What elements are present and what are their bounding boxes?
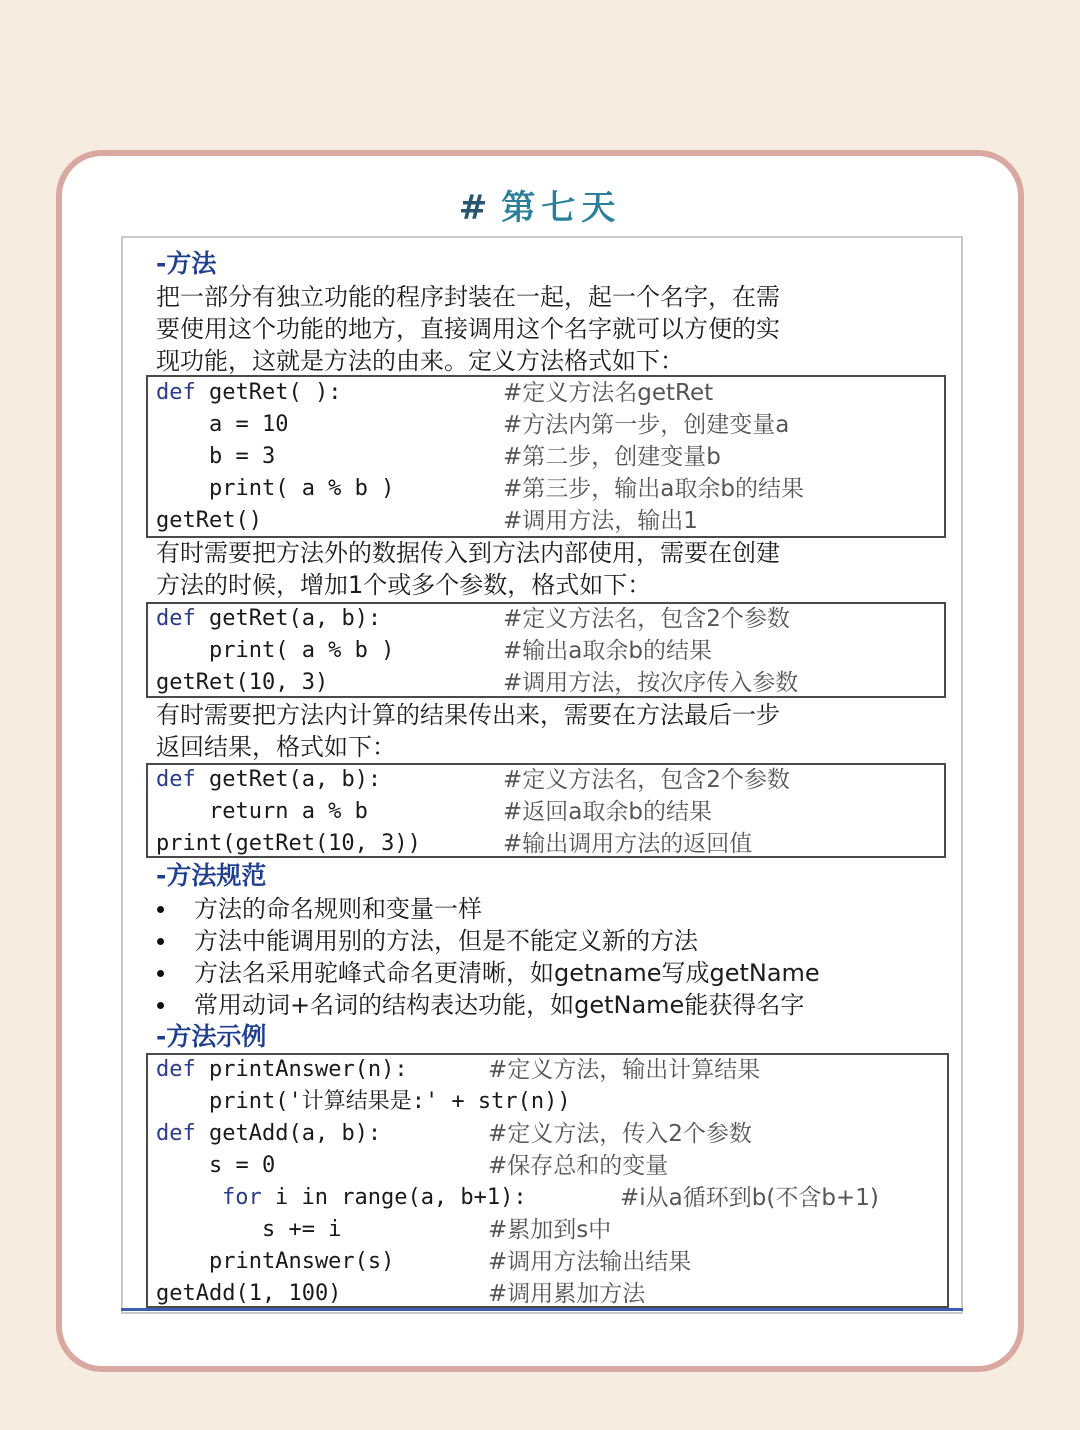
code-text: printAnswer(n): [195, 1057, 408, 1082]
page-title [0, 180, 1080, 229]
title-hash: # [458, 188, 494, 228]
code-line: getAdd(1, 100) [156, 1281, 342, 1306]
code-line: print(getRet(10, 3)) [156, 831, 421, 856]
title-text: 第七天 [501, 188, 622, 228]
code-line: printAnswer(s) [156, 1249, 395, 1274]
code-comment: #第三步，输出a取余b的结果 [503, 476, 804, 502]
code-line: getRet() [156, 508, 262, 533]
code-line: print( a % b ) [156, 476, 395, 501]
code-line: print( a % b ) [156, 638, 395, 663]
code-comment: #定义方法名，包含2个参数 [503, 767, 790, 793]
section-heading-examples: -方法示例 [156, 1022, 267, 1051]
code-text: getRet(a, b): [195, 767, 382, 792]
code-line: return a % b [156, 799, 368, 824]
code-comment: #输出调用方法的返回值 [503, 831, 753, 857]
code-comment: #累加到s中 [488, 1217, 612, 1243]
paragraph-line: 返回结果，格式如下： [156, 733, 396, 761]
code-comment: #保存总和的变量 [488, 1153, 669, 1179]
code-comment: #调用累加方法 [488, 1281, 646, 1307]
code-line: b = 3 [156, 444, 276, 469]
paragraph-line: 有时需要把方法外的数据传入到方法内部使用，需要在创建 [156, 539, 780, 567]
code-comment: #i从a循环到b(不含b+1) [620, 1185, 879, 1211]
code-comment: #定义方法名getRet [503, 380, 714, 406]
code-comment: #定义方法，输出计算结果 [488, 1057, 761, 1083]
code-keyword: def [156, 767, 196, 792]
code-comment: #返回a取余b的结果 [503, 799, 712, 825]
code-line: s += i [156, 1217, 342, 1242]
code-line: s = 0 [156, 1153, 276, 1178]
bullet-icon [157, 970, 164, 977]
bullet-icon [157, 906, 164, 913]
code-line: print('计算结果是:' + str(n)) [156, 1089, 571, 1114]
paragraph-line: 把一部分有独立功能的程序封装在一起，起一个名字，在需 [156, 283, 780, 311]
code-line: getRet(10, 3) [156, 670, 329, 695]
code-comment: #输出a取余b的结果 [503, 638, 712, 664]
code-comment: #方法内第一步，创建变量a [503, 412, 790, 438]
code-line [156, 377, 341, 409]
code-line [156, 1054, 408, 1086]
code-keyword: def [156, 1121, 196, 1146]
bullet-icon [157, 1002, 164, 1009]
code-keyword: def [156, 606, 196, 631]
bullet-text: 方法名采用驼峰式命名更清晰，如getname写成getName [194, 959, 820, 987]
bullet-text: 常用动词+名词的结构表达功能，如getName能获得名字 [194, 991, 805, 1019]
code-line [156, 764, 381, 796]
code-text: getRet(a, b): [195, 606, 382, 631]
code-line [222, 1182, 527, 1214]
code-comment: #调用方法，输出1 [503, 508, 698, 534]
code-text: i in range(a, b+1): [261, 1185, 527, 1210]
code-comment: #定义方法名，包含2个参数 [503, 606, 790, 632]
section-heading-conventions: -方法规范 [156, 861, 267, 890]
code-text: getAdd(a, b): [195, 1121, 382, 1146]
paragraph-line: 有时需要把方法内计算的结果传出来，需要在方法最后一步 [156, 701, 780, 729]
bullet-text: 方法的命名规则和变量一样 [194, 895, 482, 923]
code-comment: #第二步，创建变量b [503, 444, 721, 470]
code-line [156, 1118, 381, 1150]
sheet-bottom-rule [121, 1308, 963, 1311]
section-heading-methods: -方法 [156, 249, 217, 278]
code-line [156, 603, 381, 635]
paragraph-line: 方法的时候，增加1个或多个参数，格式如下： [156, 571, 652, 599]
code-comment: #定义方法，传入2个参数 [488, 1121, 752, 1147]
paragraph-line: 现功能，这就是方法的由来。定义方法格式如下： [156, 347, 684, 375]
code-text: getRet( ): [195, 380, 342, 405]
bullet-text: 方法中能调用别的方法，但是不能定义新的方法 [194, 927, 698, 955]
code-line: a = 10 [156, 412, 289, 437]
code-keyword: def [156, 380, 196, 405]
bullet-icon [157, 938, 164, 945]
code-keyword: for [222, 1185, 262, 1210]
code-comment: #调用方法输出结果 [488, 1249, 692, 1275]
code-comment: #调用方法，按次序传入参数 [503, 670, 799, 696]
paragraph-line: 要使用这个功能的地方，直接调用这个名字就可以方便的实 [156, 315, 780, 343]
code-keyword: def [156, 1057, 196, 1082]
